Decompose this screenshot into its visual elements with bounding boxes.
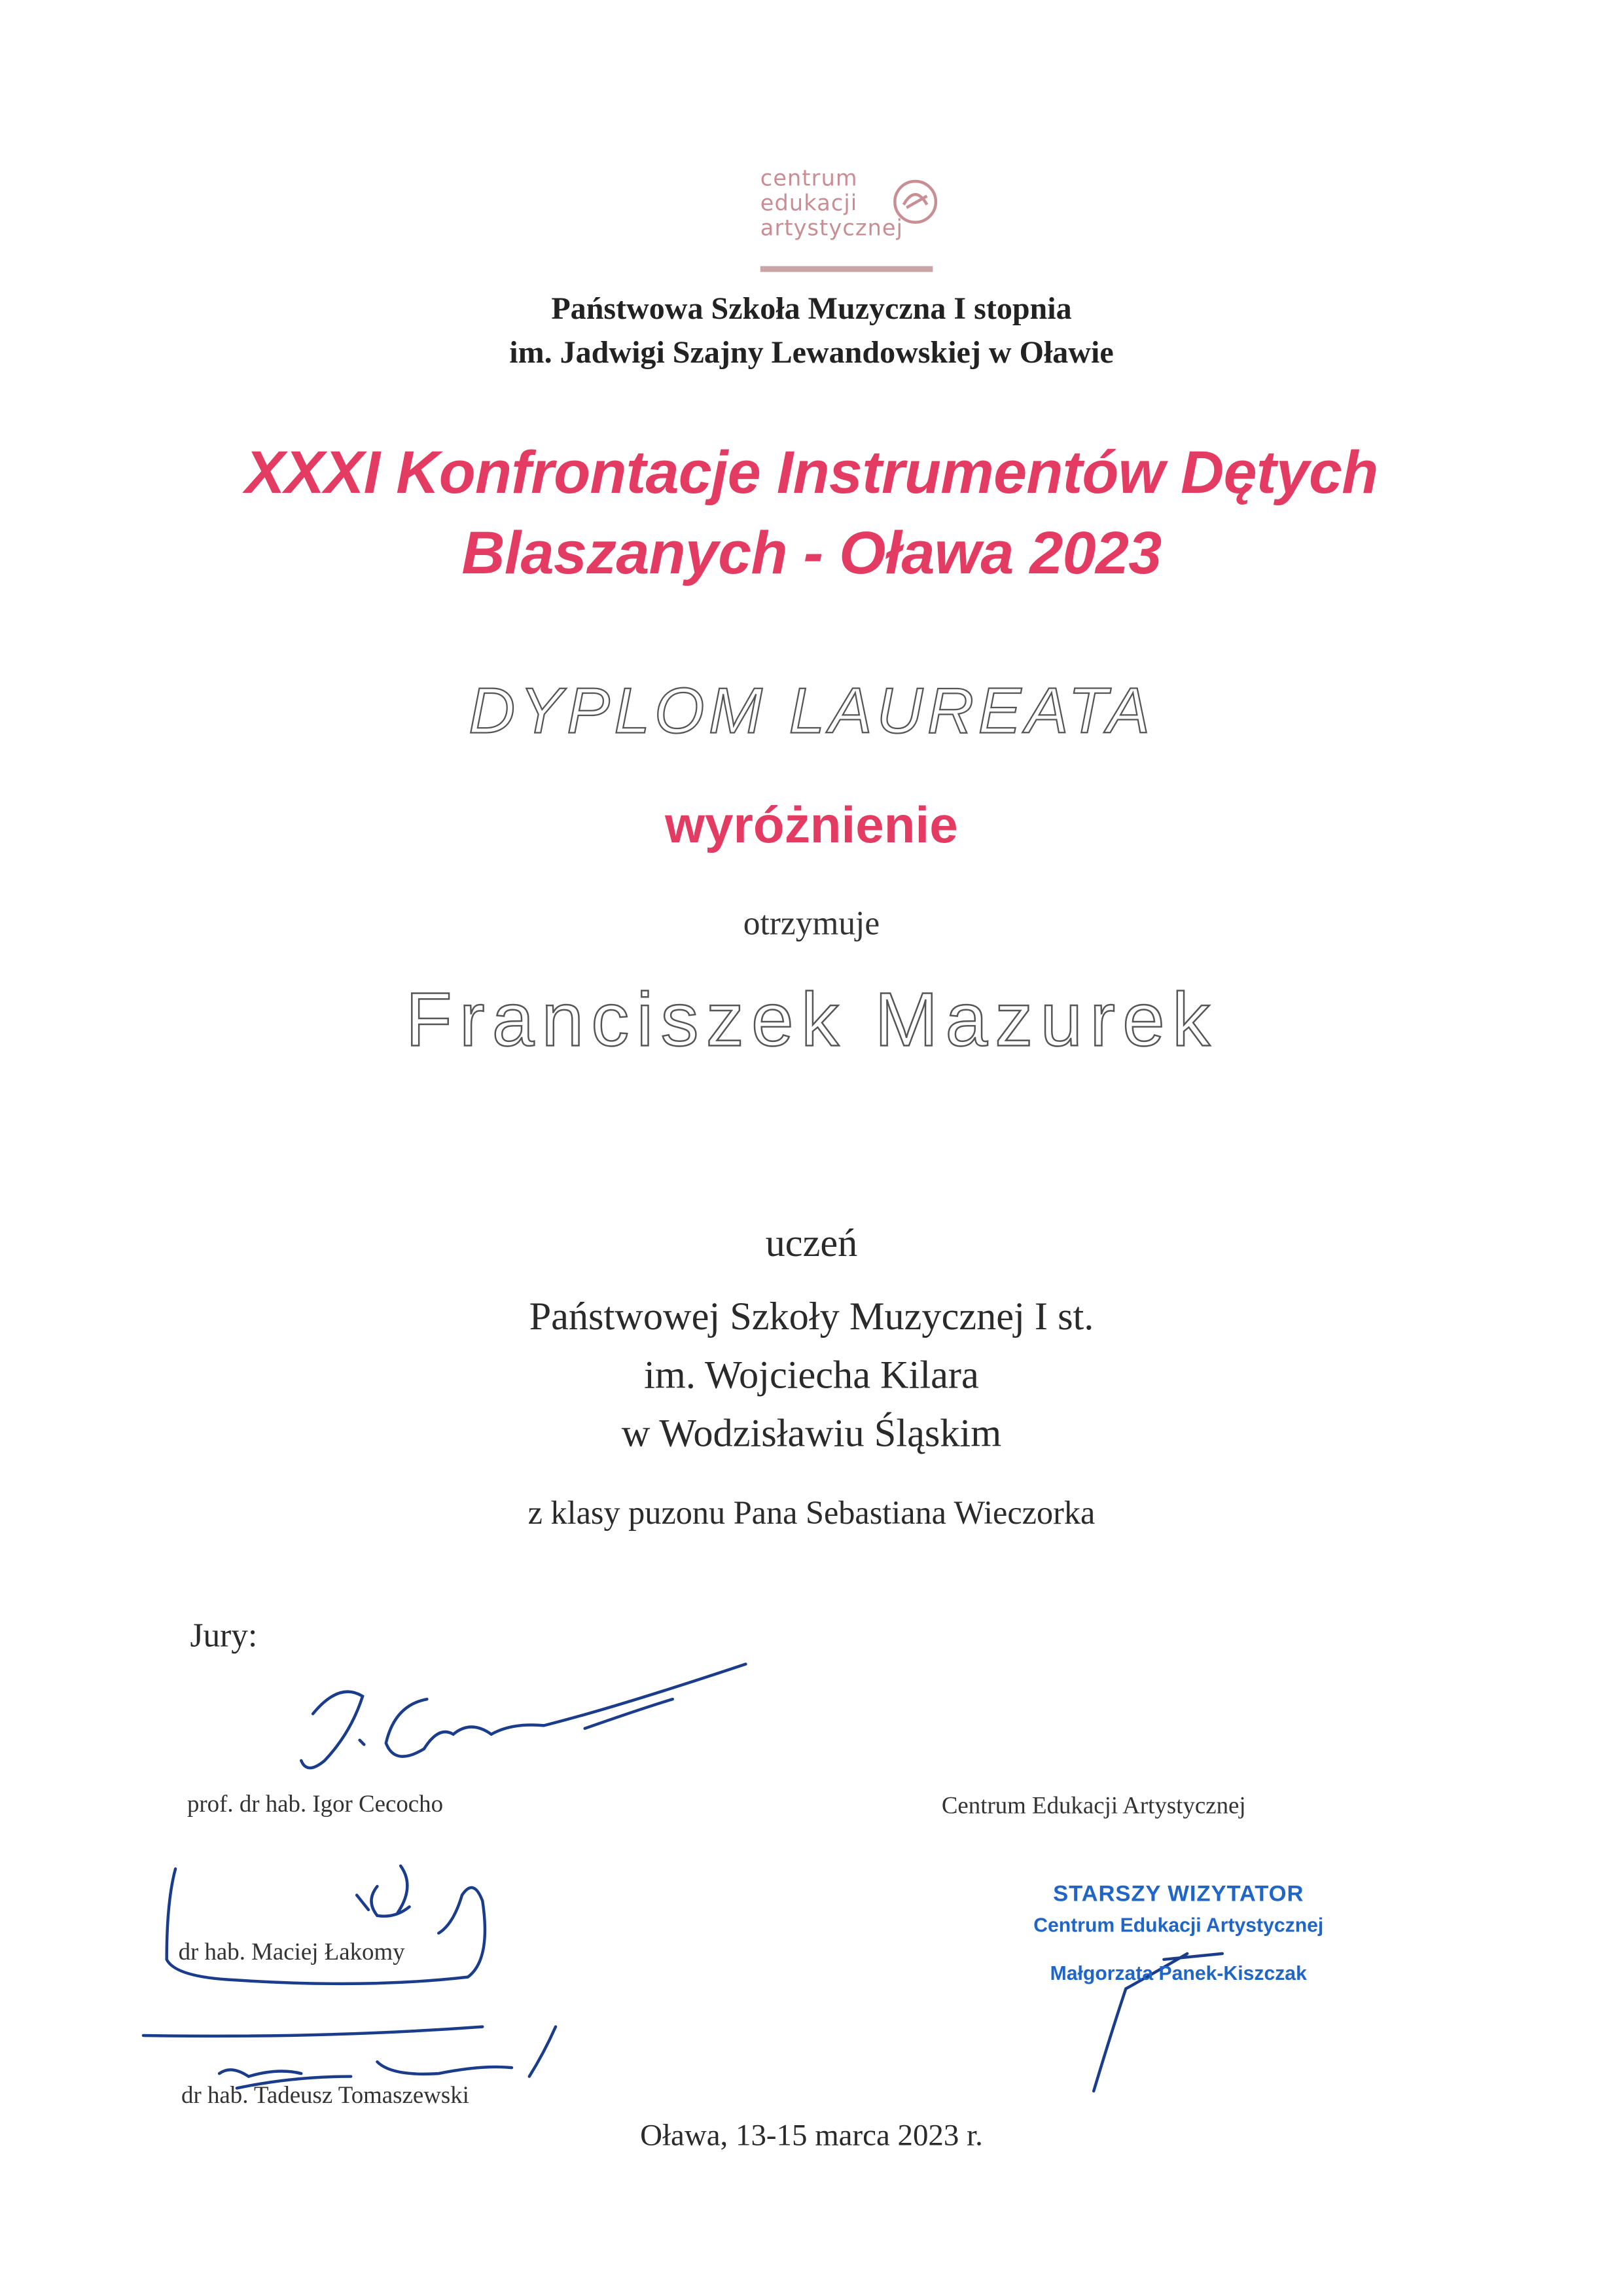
jury-label: Jury: [190, 1617, 258, 1654]
jury-member-2: dr hab. Maciej Łakomy [178, 1937, 405, 1965]
event-title-line-2: Blaszanych - Oława 2023 [461, 519, 1162, 586]
diploma-heading: DYPLOM LAUREATA [469, 675, 1154, 747]
logo-line-1: centrum [760, 165, 858, 192]
stamp-title: STARSZY WIZYTATOR [1053, 1882, 1304, 1907]
student-school-line-1: Państwowej Szkoły Muzycznej I st. [529, 1294, 1094, 1338]
cea-label: Centrum Edukacji Artystycznej [941, 1791, 1246, 1820]
signature-tomaszewski [143, 2027, 556, 2089]
student-school-line-2: im. Wojciecha Kilara [644, 1352, 979, 1397]
jury-member-3: dr hab. Tadeusz Tomaszewski [181, 2081, 469, 2109]
stamp-institution: Centrum Edukacji Artystycznej [1033, 1914, 1324, 1937]
jury-member-1: prof. dr hab. Igor Cecocho [187, 1789, 444, 1818]
award-level: wyróżnienie [665, 797, 958, 854]
student-role: uczeń [765, 1221, 858, 1265]
place-date: Oława, 13-15 marca 2023 r. [640, 2117, 983, 2153]
logo-line-2: edukacji [760, 190, 858, 217]
official-stamp [1003, 1882, 1354, 1984]
event-title-line-1: XXXI Konfrontacje Instrumentów Dętych [245, 439, 1378, 507]
school-line-2: im. Jadwigi Szajny Lewandowskiej w Oławie [509, 334, 1114, 370]
signature-cecocho [301, 1664, 745, 1768]
receives-label: otrzymuje [743, 905, 880, 942]
class-info: z klasy puzonu Pana Sebastiana Wieczorka [527, 1494, 1096, 1532]
student-school-line-3: w Wodzisławiu Śląskim [621, 1411, 1002, 1456]
stamp-name: Małgorzata Panek-Kiszczak [1050, 1962, 1307, 1984]
logo-line-3: artystycznej [760, 215, 904, 242]
school-line-1: Państwowa Szkoła Muzyczna I stopnia [551, 291, 1072, 327]
recipient-name: Franciszek Mazurek [405, 978, 1218, 1064]
